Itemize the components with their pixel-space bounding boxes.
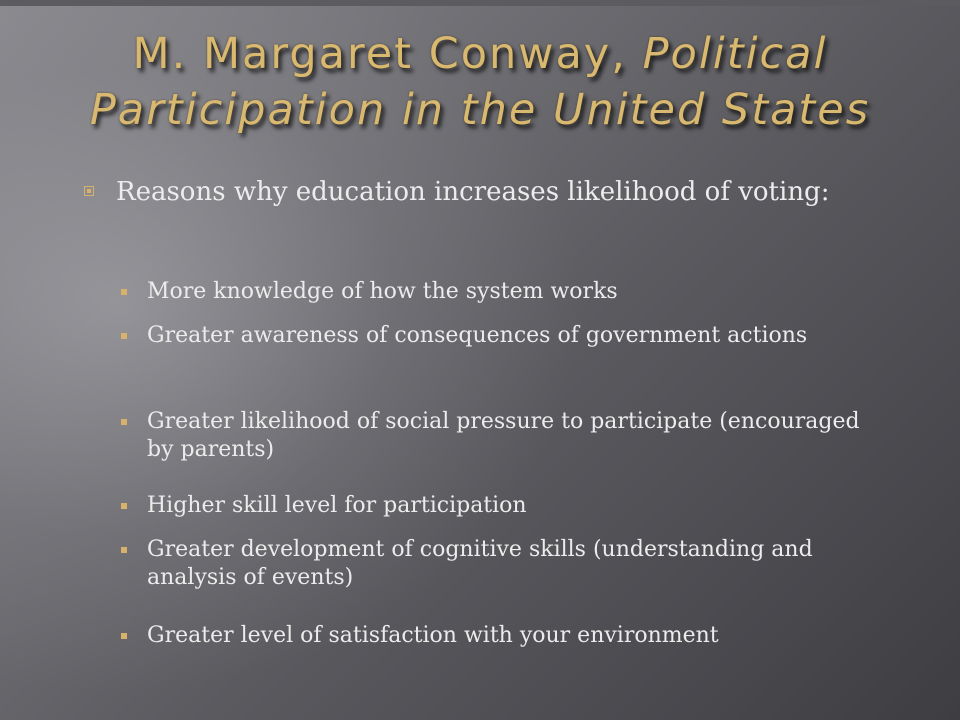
main-bullet — [84, 176, 884, 209]
small-square-bullet-icon — [121, 633, 127, 639]
title-author: M. Margaret Conway, — [132, 29, 643, 79]
small-square-bullet-icon — [121, 419, 127, 425]
sub-bullet-text: Higher skill level for participation — [147, 493, 527, 518]
sub-bullet — [121, 278, 881, 306]
sub-bullet — [121, 622, 881, 650]
sub-bullet-text: Greater development of cognitive skills (understanding and analysis of events) — [147, 537, 813, 590]
sub-bullet — [121, 408, 881, 464]
sub-bullet-text: Greater level of satisfaction with your environment — [147, 623, 719, 648]
small-square-bullet-icon — [121, 547, 127, 553]
sub-bullet — [121, 536, 881, 592]
sub-bullet-text: More knowledge of how the system works — [147, 279, 618, 304]
title-book: Political Participation in the United States — [89, 29, 871, 135]
sub-bullet-text: Greater awareness of consequences of government actions — [147, 323, 808, 348]
sub-bullet — [121, 492, 881, 520]
sub-bullet — [121, 322, 881, 350]
small-square-bullet-icon — [121, 333, 127, 339]
sub-bullet-text: Greater likelihood of social pressure to participate (encouraged by parents) — [147, 409, 860, 462]
small-square-bullet-icon — [121, 289, 127, 295]
main-bullet-text: Reasons why education increases likelihood of voting: — [116, 177, 830, 207]
square-bullet-icon — [84, 186, 94, 196]
small-square-bullet-icon — [121, 503, 127, 509]
